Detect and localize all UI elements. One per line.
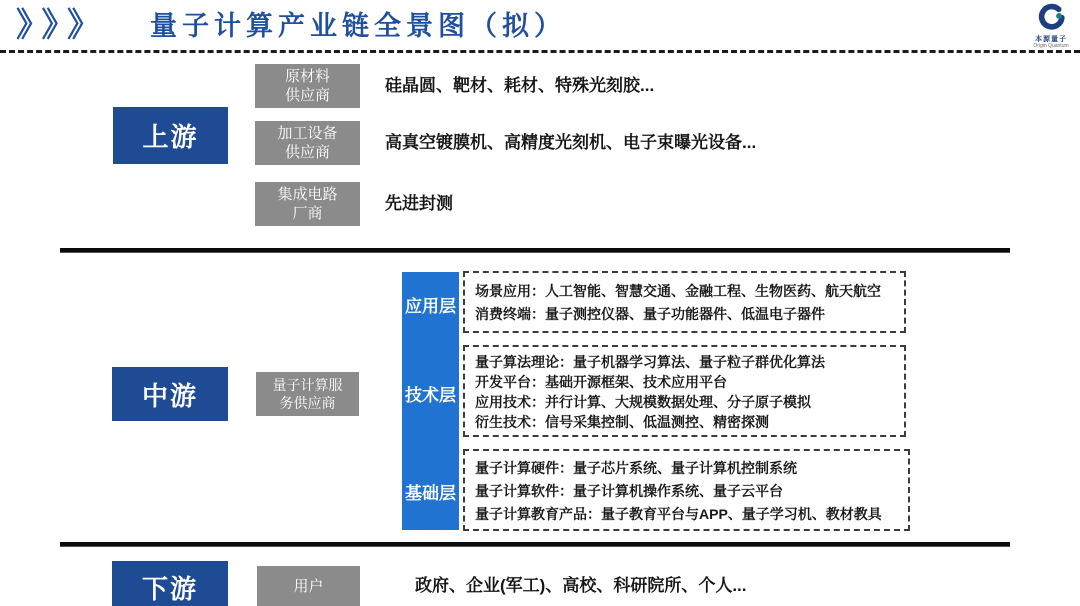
header-dashed-divider [0, 50, 1080, 53]
page-title: 量子计算产业链全景图（拟） [150, 11, 566, 41]
midstream-supplier-box [256, 372, 359, 416]
technology-layer-line: 衍生技术：信号采集控制、低温测控、精密探测 [475, 414, 769, 430]
layer-label-technology: 技术层 [405, 386, 456, 405]
box-label-line: 原材料 [284, 68, 330, 85]
upstream-label-box: 上游 [113, 107, 228, 164]
technology-layer-line: 量子算法理论：量子机器学习算法、量子粒子群优化算法 [475, 354, 825, 370]
upstream-box-ic-vendor [255, 182, 360, 226]
box-label-line: 供应商 [284, 87, 330, 104]
foundation-layer-line: 量子计算教育产品：量子教育平台与APP、量子学习机、教材教具 [475, 506, 882, 522]
box-label-line: 厂商 [292, 205, 323, 222]
logo-name: 本源量子 [1035, 36, 1067, 43]
box-label-line: 量子计算服 [272, 377, 343, 393]
technology-layer-line: 开发平台：基础开源框架、技术应用平台 [475, 374, 727, 390]
box-label-line: 供应商 [284, 144, 330, 161]
midstream-label-box: 中游 [112, 367, 228, 421]
technology-layer-box [463, 345, 906, 437]
application-layer-box [463, 271, 906, 333]
upstream-desc-ic-vendor: 先进封测 [385, 194, 453, 213]
box-label-line: 集成电路 [277, 186, 338, 203]
logo-subtitle: Origin Quantum [1033, 43, 1069, 49]
upstream-desc-equipment: 高真空镀膜机、高精度光刻机、电子束曝光设备... [385, 133, 757, 152]
upstream-box-raw-materials [255, 64, 360, 108]
foundation-layer-line: 量子计算软件：量子计算机操作系统、量子云平台 [475, 483, 783, 499]
title-chevrons-icon: 》》》 [16, 6, 109, 43]
layer-label-foundation: 基础层 [405, 484, 456, 503]
origin-quantum-logo [1024, 3, 1078, 49]
downstream-desc: 政府、企业(军工)、高校、科研院所、个人... [415, 576, 747, 595]
logo-mark-icon [1037, 18, 1065, 35]
application-layer-line: 消费终端：量子测控仪器、量子功能器件、低温电子器件 [475, 306, 825, 322]
upstream-desc-raw-materials: 硅晶圆、靶材、耗材、特殊光刻胶... [385, 76, 655, 95]
box-label-line: 加工设备 [277, 125, 338, 142]
foundation-layer-line: 量子计算硬件：量子芯片系统、量子计算机控制系统 [475, 460, 797, 476]
upstream-box-equipment [255, 121, 360, 165]
application-layer-line: 场景应用：人工智能、智慧交通、金融工程、生物医药、航天航空 [475, 283, 881, 299]
downstream-user-box [257, 566, 360, 606]
foundation-layer-box [463, 449, 910, 531]
midstream-layer-bar [402, 272, 459, 530]
layer-label-application: 应用层 [405, 297, 456, 316]
downstream-label-box: 下游 [112, 561, 228, 606]
section-divider-2 [60, 542, 1010, 547]
section-divider-1 [60, 248, 1010, 253]
technology-layer-line: 应用技术：并行计算、大规模数据处理、分子原子模拟 [475, 394, 811, 410]
box-label-line: 务供应商 [279, 395, 336, 411]
box-label-line: 用户 [293, 577, 324, 595]
